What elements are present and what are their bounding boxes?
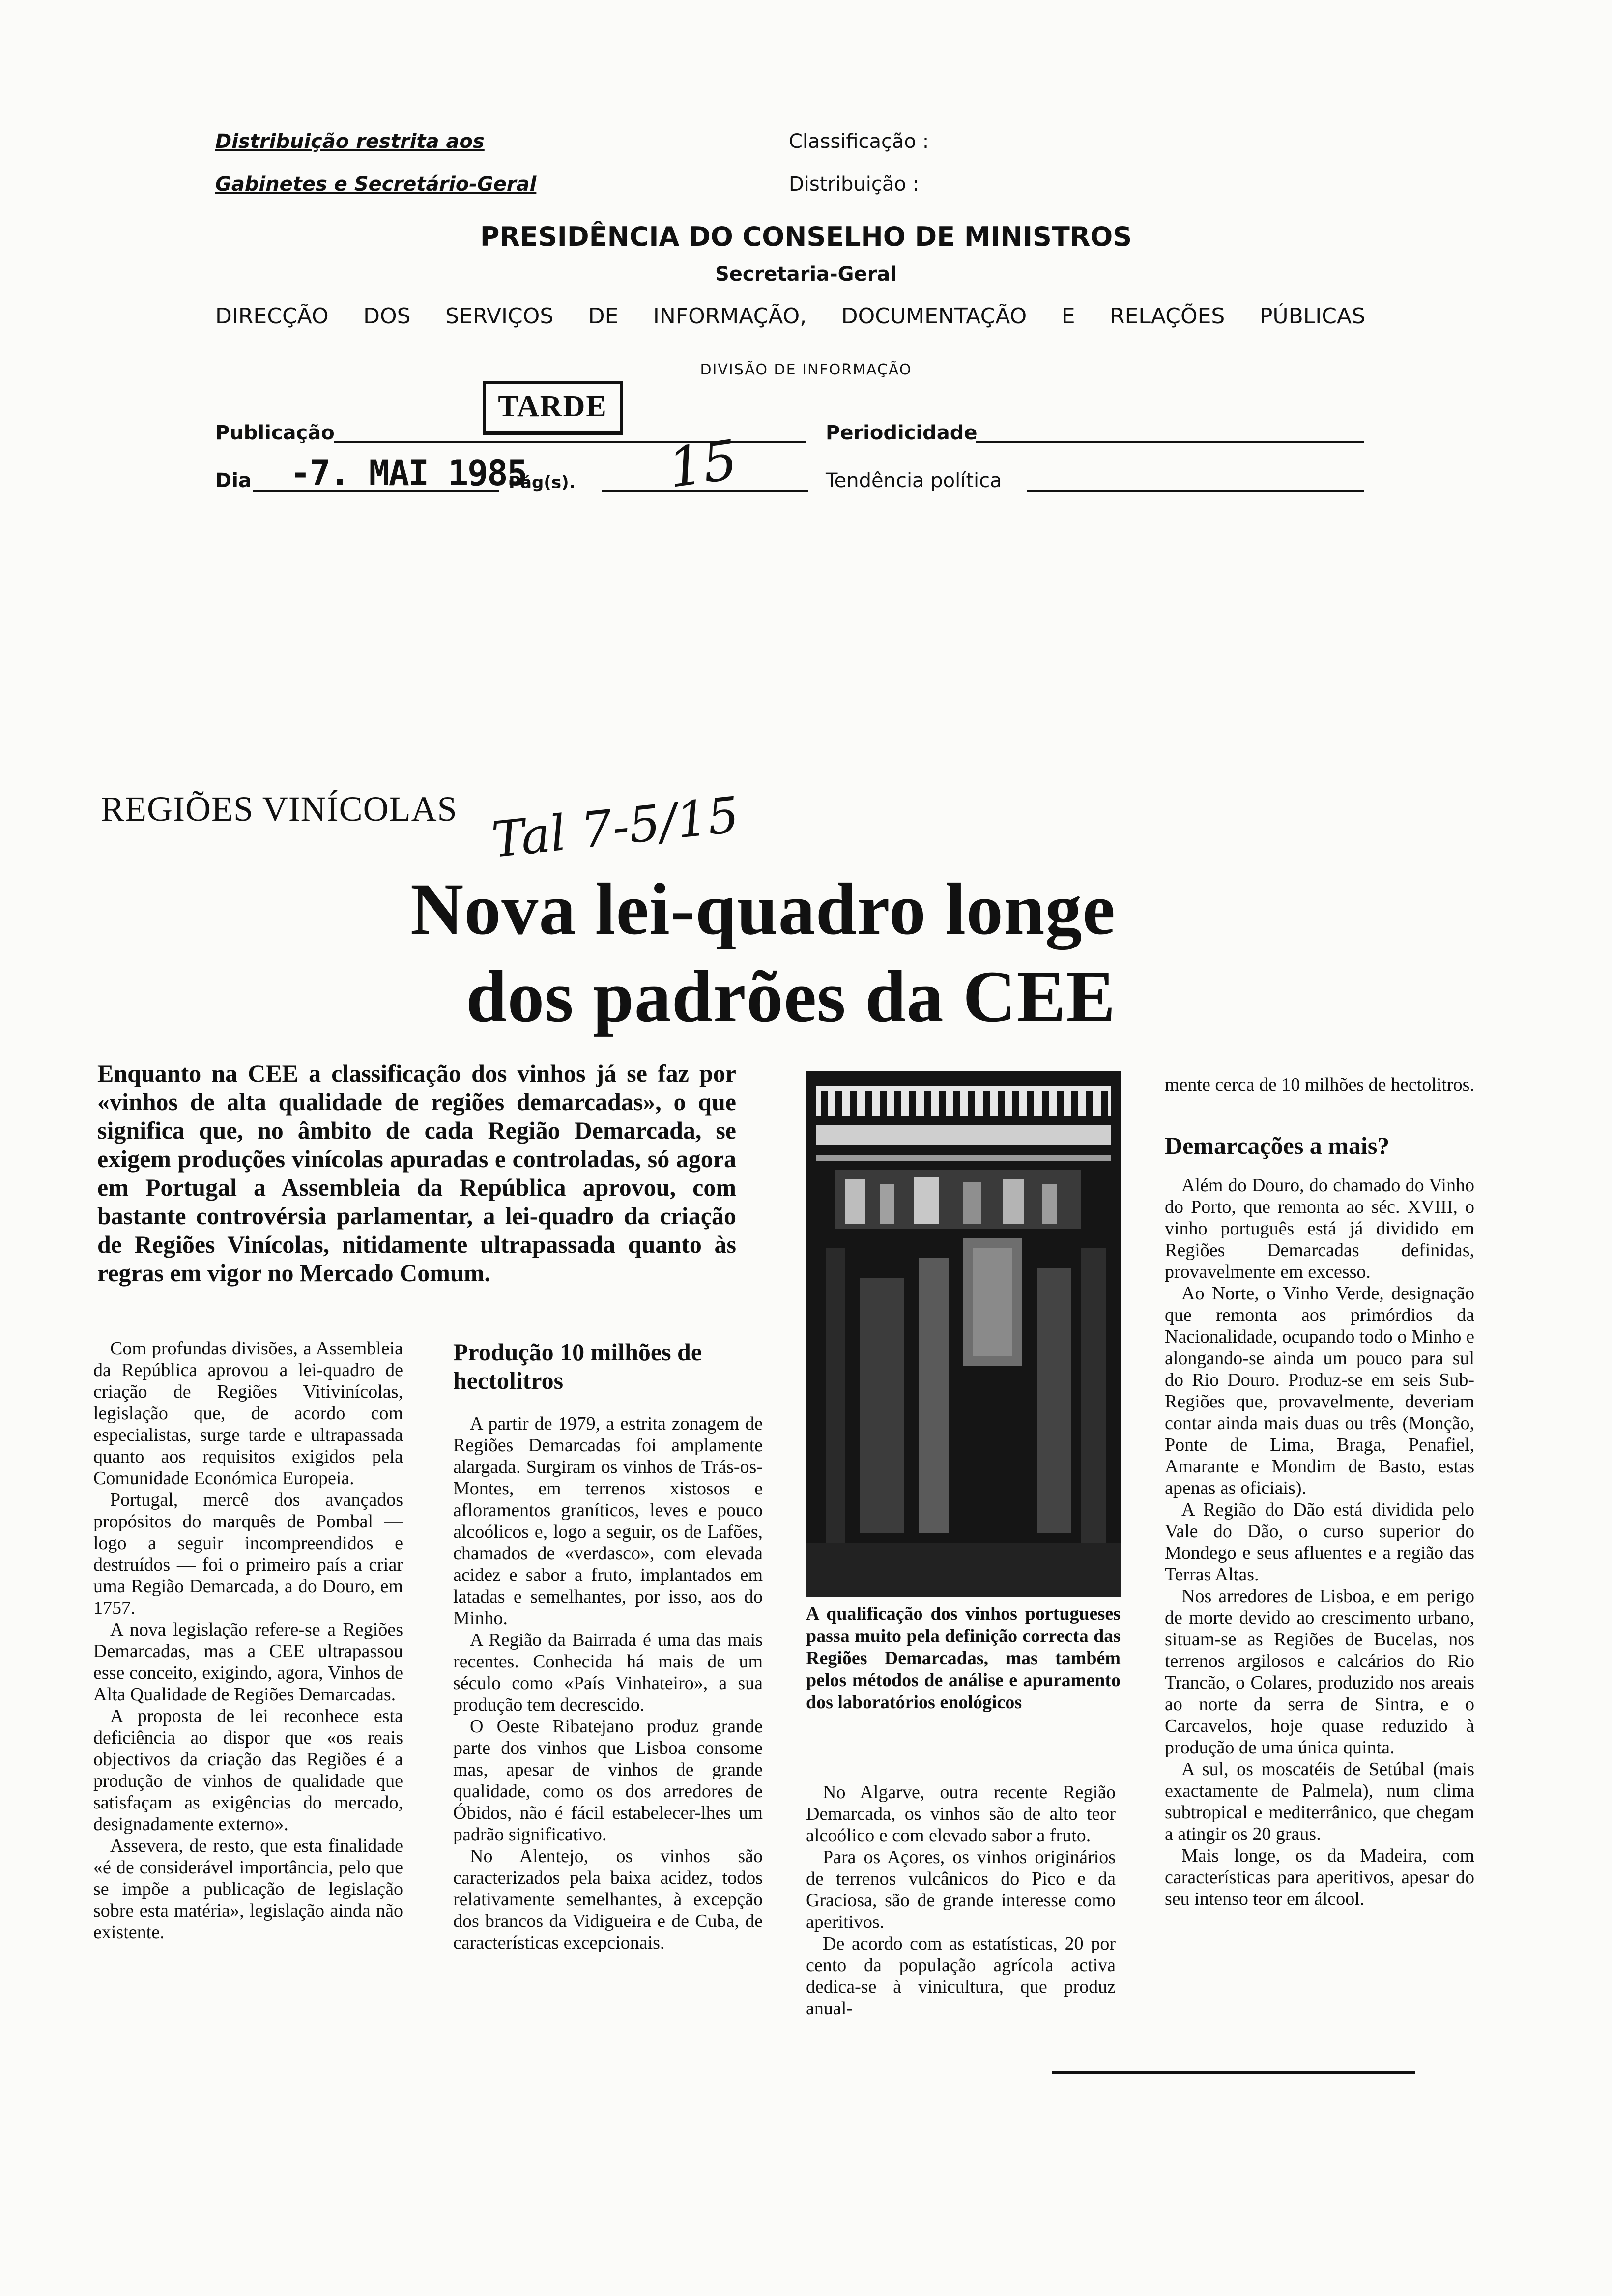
periodicity-line — [976, 441, 1364, 443]
page-label: Pág(s). — [509, 473, 576, 492]
paragraph: Com profundas divisões, a Assembleia da República aprovou a lei-quadro de criação de Regiões Vitivinícolas, legislação que, de acordo com especialistas, surge tarde e ultrapassada quanto aos requisitos exigidos pela Comunidade Económica Europeia. — [93, 1338, 403, 1489]
paragraph: A nova legislação refere-se a Regiões Demarcadas, mas a CEE ultrapassou esse conceito, exigindo, agora, Vinhos de Alta Qualidade de Regiões Demarcadas. — [93, 1619, 403, 1705]
paragraph: A sul, os moscatéis de Setúbal (mais exactamente de Palmela), num clima subtropical e mediterrânico, que chegam a atingir os 20 graus. — [1165, 1759, 1474, 1844]
paragraph: No Algarve, outra recente Região Demarcada, os vinhos são de alto teor alcoólico e com elevado sabor a fruto. — [806, 1782, 1116, 1846]
headline-line2: dos padrões da CEE — [466, 956, 1116, 1037]
paragraph: A Região da Bairrada é uma das mais recentes. Conhecida há mais de um século como «País Vinhateiro», a sua produção tem decrescido. — [453, 1630, 763, 1715]
photo-caption: A qualificação dos vinhos portugueses passa muito pela definição correcta das Regiões Demarcadas, mas também pelos métodos de análise e apuramento dos laboratórios enológicos — [806, 1604, 1121, 1713]
paragraph: Além do Douro, do chamado do Vinho do Porto, que remonta ao séc. XVIII, o vinho português está já dividido em Regiões Demarcadas definidas, provavelmente em excesso. — [1165, 1175, 1474, 1282]
article-column-2 — [453, 1413, 763, 2054]
paragraph: A proposta de lei reconhece esta deficiência ao dispor que «os reais objectivos da criação das Regiões é a produção de vinhos de qualidade que satisfaçam as exigências do mercado, designadamente externo». — [93, 1706, 403, 1835]
publication-label: Publicação — [215, 422, 335, 444]
article-column-3 — [806, 1781, 1116, 2057]
political-label: Tendência política — [826, 469, 1002, 492]
day-label: Dia — [215, 469, 252, 492]
paragraph: No Alentejo, os vinhos são caracterizados pela baixa acidez, todos relativamente semelhantes, à excepção dos brancos da Vidigueira e de Cuba, de características excepcionais. — [453, 1846, 763, 1953]
directorate: DIRECÇÃO DOS SERVIÇOS DE INFORMAÇÃO, DOCUMENTAÇÃO E RELAÇÕES PÚBLICAS — [215, 304, 1365, 329]
headline-line1: Nova lei-quadro longe — [410, 868, 1116, 950]
distribution-label: Distribuição : — [789, 173, 920, 196]
paragraph: Para os Açores, os vinhos originários de terrenos vulcânicos do Pico e da Graciosa, são de grande interesse como aperitivos. — [806, 1847, 1116, 1932]
paragraph: Portugal, mercê dos avançados propósitos do marquês de Pombal — logo a seguir incompreendidos e destruídos — foi o primeiro país a criar uma Região Demarcada, a do Douro, em 1757. — [93, 1490, 403, 1618]
photo-wine-laboratory — [806, 1071, 1121, 1597]
publication-stamp-text: TARDE — [498, 390, 607, 423]
date-stamp: -7. MAI 1985 — [290, 453, 527, 493]
political-line — [1027, 490, 1364, 492]
end-rule — [1052, 2071, 1415, 2074]
paragraph: De acordo com as estatísticas, 20 por cento da população agrícola activa dedica-se à vinicultura, que produz anual- — [806, 1933, 1116, 2019]
article-column-1 — [93, 1338, 403, 2055]
publication-line — [334, 441, 806, 443]
publication-stamp — [483, 381, 623, 435]
paragraph: Nos arredores de Lisboa, e em perigo de morte devido ao crescimento urbano, situam-se as Regiões de Bucelas, nos terrenos argilosos e calcários do Rio Trancão, o Colares, produzido nos areais ao norte da serra de Sintra, e o Carcavelos, hoje quase reduzido à produção de uma única quinta. — [1165, 1586, 1474, 1758]
photo-illustration — [806, 1071, 1121, 1597]
division: DIVISÃO DE INFORMAÇÃO — [700, 361, 912, 378]
periodicity-label: Periodicidade — [826, 422, 978, 444]
handwritten-note: Tal 7-5/15 — [489, 785, 742, 869]
article-column-4 — [1165, 1175, 1474, 2057]
paragraph: Mais longe, os da Madeira, com características para aperitivos, apesar do seu intenso teor em álcool. — [1165, 1845, 1474, 1909]
distribution-note-line2: Gabinetes e Secretário-Geral — [215, 173, 537, 196]
paragraph: O Oeste Ribatejano produz grande parte dos vinhos que Lisboa consome mas, apesar de vinhos de grande qualidade, como os dos arredores de Óbidos, não é fácil estabelecer-lhes um padrão significativo. — [453, 1716, 763, 1845]
page-handwritten: 15 — [664, 428, 742, 500]
column-4-subhead: Demarcações a mais? — [1165, 1132, 1390, 1159]
article-lead: Enquanto na CEE a classificação dos vinhos já se faz por «vinhos de alta qualidade de regiões demarcadas», o que significa que, no âmbito de cada Região Demarcada, se exigem produções vinícolas apuradas e controladas, só agora em Portugal a Assembleia da República aprovou, com bastante controvérsia parlamentar, a lei-quadro da criação de Regiões Vinícolas, nitidamente ultrapassada quanto às regras em vigor no Mercado Comum. — [97, 1060, 736, 1287]
secretariat: Secretaria-Geral — [715, 263, 897, 286]
distribution-note-line1: Distribuição restrita aos — [215, 130, 485, 153]
office-title: PRESIDÊNCIA DO CONSELHO DE MINISTROS — [480, 221, 1132, 252]
paragraph: mente cerca de 10 milhões de hectolitros. — [1165, 1074, 1474, 1095]
paragraph: A Região do Dão está dividida pelo Vale do Dão, o curso superior do Mondego e seus afluentes e a região das Terras Altas. — [1165, 1499, 1474, 1585]
paragraph: Ao Norte, o Vinho Verde, designação que remonta aos primórdios da Nacionalidade, ocupando todo o Minho e alongando-se ainda um pouco para sul do Rio Douro. Produz-se em seis Sub-Regiões que, provavelmente, deveriam contar ainda mais duas ou três (Monção, Ponte de Lima, Braga, Penafiel, Amarante e Mondim de Basto, estas apenas as oficiais). — [1165, 1283, 1474, 1498]
paragraph: Assevera, de resto, que esta finalidade «é de considerável importância, pelo que se impõe a publicação de legislação sobre esta matéria», legislação ainda não existente. — [93, 1836, 403, 1943]
classification-label: Classificação : — [789, 130, 929, 153]
column-2-subhead: Produção 10 milhões de hectolitros — [453, 1338, 702, 1394]
article-kicker: REGIÕES VINÍCOLAS — [101, 789, 458, 829]
paragraph: A partir de 1979, a estrita zonagem de Regiões Demarcadas foi amplamente alargada. Surgiram os vinhos de Trás-os-Montes, em terrenos xistosos e afloramentos graníticos, leves e pouco alcoólicos e, logo a seguir, os de Lafões, chamados de «verdasco», com elevada acidez e sabor a fruto, implantados em latadas e semelhantes, por isso, aos do Minho. — [453, 1413, 763, 1629]
column-4-continuation — [1165, 1074, 1474, 1123]
